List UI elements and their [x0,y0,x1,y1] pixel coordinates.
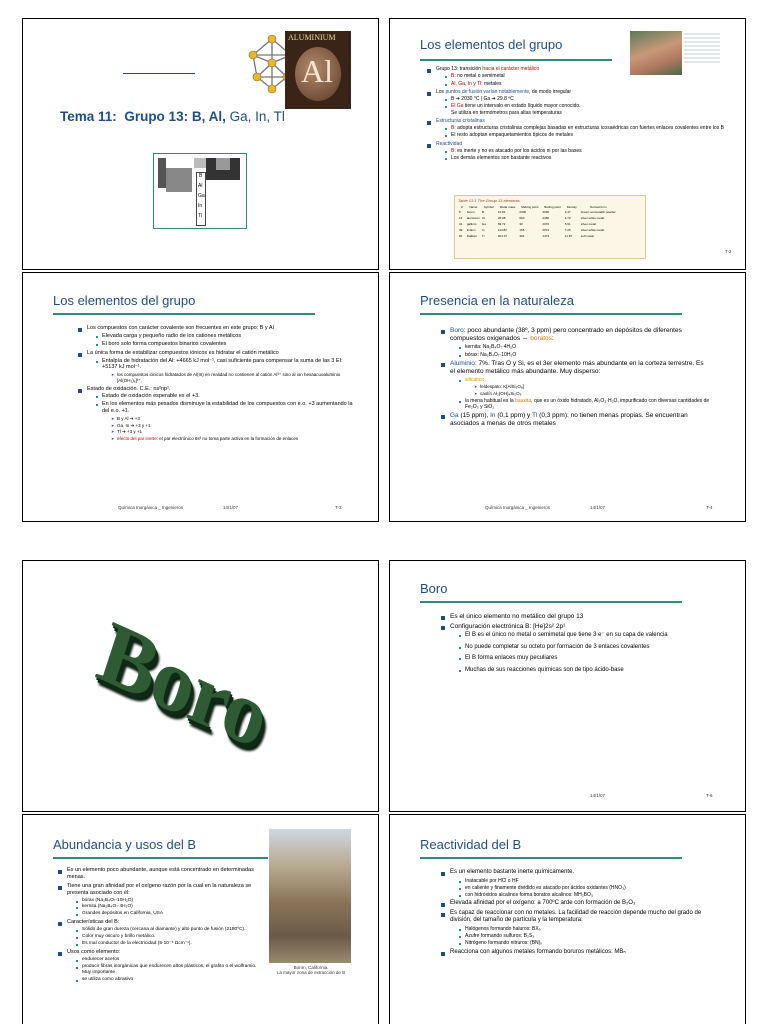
group13-table [458,205,617,239]
list-item: Azufre formando sulfuros: B₂S₃ [458,933,710,939]
list-item: Halógenos formando haluros: BX₃ [458,926,710,932]
list-item: Los demás elementos son bastante reactivos [444,155,726,161]
list-item: silicatos: ➤ feldespato: K[AlSi₃O₈] ➤ caolín Al₂(OH)₄Si₂O₅ [458,377,710,397]
bullet-list [440,327,710,430]
title-rule [420,313,682,315]
list-item: Elevada carga y pequeño radio de los cationes metálicos [95,333,357,340]
list-item: B: adopta estructuras cristalinas complejas basadas en estructuras icosaédricas con fuertes enlaces covalentes entre los B [444,125,726,131]
list-item: Es el único elemento no metálico del grupo 13 [440,613,680,621]
list-item: ➤ efecto del par inerte: el par electrónico 6s² no toma parte activa en la formación de enlaces [110,436,357,442]
list-item: El Ga tiene un intervalo en estado líquido mayor conocido. Se utiliza en termómetros para altas temperaturas [444,103,726,116]
list-item: kernita (Na₂B₄O₇·4H₂O) [75,904,257,910]
list-item: Muchas de sus reacciones químicas son de tipo ácido-base [458,667,680,675]
list-item: bórax (Na₂B₄O₇·10H₂O) [75,898,257,904]
list-item: Ga (15 ppm), In (0,1 ppm) y Tl (0,3 ppm): no tienen menas propias. Se encuentran asociados a menas de otros metales [440,412,710,428]
pt-label-in: In [198,203,203,209]
bullet-list [440,869,710,958]
list-item: Estado de oxidación esperable es el +3. [95,393,357,400]
slide-main-title: Tema 11: Grupo 13: B, Al, Ga, In, Tl [60,109,285,124]
list-item: B ➔ 2030 °C | Ga ➔ 29.8 ºC [444,96,726,102]
list-item: Es mal conductor de la electricidad (5·10⁻⁵ Ωcm⁻¹). [75,941,257,947]
photo-caption: Boron, California. La mayor zona de extracción de B [276,965,346,975]
table-row: 13 aluminum Al 26.98 660 2350 2.70 silver-white metal [459,216,604,220]
table-caption: Table 13.1 The Group 13 elements [458,198,520,203]
list-item: Es capaz de reaccionar con no metales. La facilidad de reacción depende mucho del grado de división, del tamaño de partícula y la temperatura: Halógenos formando haluros: BX₃ Azufre formando sulfuros: B₂S₃ Nitrógeno formando nitruros: (BN)ₓ [440,910,710,947]
title-underline-link[interactable] [123,73,195,74]
footer-date: 14/1/07 [590,505,606,510]
group13-table-image [454,195,646,259]
slide-elementos-1 [389,18,746,270]
list-item: Los puntos de fusión varían notablemente, de modo irregular B ➔ 2030 °C | Ga ➔ 29.8 ºC El Ga tiene un intervalo en estado líquido mayor conocido. Se utiliza en termómetros para altas temperaturas [426,89,726,116]
pt-label-ga: Ga [198,193,205,199]
title-rule [420,857,682,859]
table-row: 49 indium In 114.82 156 2074 7.29 silver-white metal [459,228,604,232]
title-rule [420,59,612,61]
pt-label-al: Al [198,183,203,189]
table-row: 81 thallium Tl 204.37 304 1473 11.87 soft metal [459,234,594,238]
title-rule [53,313,315,315]
list-item: El B forma enlaces muy peculiares [458,655,680,663]
list-item: bórax: Na₂B₄O₇·10H₂O [458,352,710,358]
list-item: Entalpía de hidratación del Al: +4665 kJ mol⁻¹, casi suficiente para compensar la suma de las 3 EI: +5137 kJ mol⁻¹. ➤ los compuestos iónicos hidratados de Al(III) en realidad no contienen al catión Al³⁺ sino al ion hexaacuoaluminio [Al(OH₂)₆]³⁺. [95,358,357,384]
page-number: T-6 [706,793,713,798]
boron-california-photo [269,829,351,963]
list-item: Reactividad B: es inerte y no es atacado por los ácidos ni por las bases Los demás elementos son bastante reactivos [426,141,726,162]
list-item: producir fibras inorgánicas que endurecen altos plásticos, el grafito o el wolframio. Muy importante [75,964,257,976]
slide-title: Los elementos del grupo [53,293,196,308]
footer-date: 14/1/07 [223,505,239,510]
list-item: Características del B: Sólido de gran dureza (cercana al diamante) y alto punto de fusión (2180ºC). Color muy oscuro y brillo metálico. Es mal conductor de la electricidad (5·10⁻⁵ Ωcm⁻¹). [57,919,257,947]
list-item: B: es inerte y no es atacado por los ácidos ni por las bases [444,148,726,154]
list-item: Reacciona con algunos metales formando boruros metálicos: MBₙ [440,949,710,957]
slide-title: Boro [420,581,448,596]
list-item: la mena habitual es la bauxita, que es un óxido hidratado, Al₂O₃·H₂O, impurificado con diversas cantidades de Fe₂O₃ y SiO₂ [458,398,710,411]
list-item: ➤ los compuestos iónicos hidratados de Al(III) en realidad no contienen al catión Al³⁺ sino al ion hexaacuoaluminio [Al(OH₂)₆]³⁺. [110,372,357,383]
list-item: ➤ B y Al ➔ +3 [110,416,357,422]
list-item: Configuración electrónica B: [He]2s² 2p¹ El B es el único no metal o semimetal que tiene 3 e⁻ en su capa de valencia No puede completar su octeto por formación de 3 enlaces covalentes El B forma enlaces muy peculiares Muchas de sus reacciones químicas son de tipo ácido-base [440,623,680,674]
list-item: Sólido de gran dureza (cercana al diamante) y alto punto de fusión (2180ºC). [75,927,257,933]
book-label: ALUMINIUM [288,33,336,42]
list-item: El boro solo forma compuestos binarios covalentes [95,341,357,348]
title-rule [420,601,682,603]
slide-presencia [389,272,746,522]
footer-date: 14/1/07 [590,793,606,798]
list-item: en caliente y finamente dividido es atacado por ácidos oxidantes (HNO₃) [458,885,710,891]
list-item: ➤ Tl ➔ +3 y +1 [110,429,357,435]
list-item: Color muy oscuro y brillo metálico. [75,934,257,940]
list-item: Inatacable por HCl o HF [458,878,710,884]
page-number: T-4 [706,505,713,510]
slide-elementos-2 [22,272,379,522]
aluminium-book-cover [285,31,351,109]
list-item: endurecer aceros [75,957,257,963]
slide-boro-wordart [22,560,379,812]
list-item: Grandes depósitos en California, USA [75,911,257,917]
list-item: No puede completar su octeto por formación de 3 enlaces covalentes [458,644,680,652]
list-item: ➤ Ga, In ➔ +3 y +1 [110,423,357,429]
list-item: Tiene una gran afinidad por el oxígeno razón por la cual en la naturaleza se presenta asociado con él: bórax (Na₂B₄O₇·10H₂O) kernita (Na₂B₄O₇·4H₂O) Grandes depósitos en California, USA [57,883,257,918]
slide-title: Abundancia y usos del B [53,837,197,852]
list-item: Estructuras cristalinas B: adopta estructuras cristalinas complejas basadas en estructuras icosaédricas con fuertes enlaces covalentes entre los B El resto adoptan empaquetamientos típicos de metales [426,118,726,139]
list-item: Aluminio: 7%. Tras O y Si, es el 3er elemento más abundante en la corteza terrestre. Es el elemento metálico más abundante. Muy disperso: silicatos: ➤ feldespato: K[AlSi₃O₈] ➤ caolín Al₂(OH)₄Si₂O₅ la mena habitual es la bauxita, que es un óxido hidratado, Al₂O₃·H₂O, impurificado con diversas cantidades de Fe₂O₃ y SiO₂ [440,360,710,410]
list-item: El resto adoptan empaquetamientos típicos de metales [444,132,726,138]
list-item: ➤ caolín Al₂(OH)₄Si₂O₅ [473,391,710,397]
slide-title: Los elementos del grupo [420,37,563,52]
slide-reactividad [389,814,746,1024]
table-header-row: Z Name Symbol Molar mass Melting point Boiling point Density Normal form [461,205,607,209]
list-item: Usos como elemento: endurecer aceros producir fibras inorgánicas que endurecen altos plásticos, el grafito o el wolframio. Muy importante se utiliza como abrasivo [57,949,257,983]
slide-boro [389,560,746,812]
slide-title [22,18,379,270]
footer-course: Química Inorgánica _ Ingenieros [485,505,551,510]
list-item: con hidróxidos alcalinos forma boratos alcalinos: MH₂BO₃ [458,892,710,898]
list-item: Los compuestos con carácter covalente son frecuentes en este grupo: B y Al Elevada carga y pequeño radio de los cationes metálicos El boro solo forma compuestos binarios covalentes [77,325,357,348]
list-item: Grupo 13: transición hacia el carácter metálico B: no metal o semimetal Al, Ga, In y Tl: metales [426,66,726,87]
list-item: Estado de oxidación. C.E.: ns²np¹. Estado de oxidación esperable es el +3. En los elementos más pesados disminuye la estabilidad de los compuestos con e.o. +3 aumentando la del e.o. +1. ➤ B y Al ➔ +3 ➤ Ga, In ➔ +3 y +1 ➤ Tl ➔ +3 y +1 ➤ efecto del par inerte: el par electrónico 6s² no toma parte activa en la formación de enlaces [77,386,357,442]
list-item: Es un elemento poco abundante, aunque está concentrado en determinadas menas. [57,867,257,881]
list-item: B: no metal o semimetal [444,73,726,79]
list-item: Al, Ga, In y Tl: metales [444,81,726,87]
list-item: Es un elemento bastante inerte químicamente. Inatacable por HCl o HF en caliente y finamente dividido es atacado por ácidos oxidantes (HNO₃) con hidróxidos alcalinos forma boratos alcalinos: MH₂BO₃ [440,869,710,898]
periodic-table-thumbnail [153,153,247,229]
bullet-list [77,325,357,444]
list-item: La única forma de estabilizar compuestos iónicos es hidratar el catión metálico Entalpía de hidratación del Al: +4665 kJ mol⁻¹, casi suficiente para compensar la suma de las 3 EI: +5137 kJ mol⁻¹. ➤ los compuestos iónicos hidratados de Al(III) en realidad no contienen al catión Al³⁺ sino al ion hexaacuoaluminio [Al(OH₂)₆]³⁺. [77,350,357,384]
slide-title: Reactividad del B [420,837,522,852]
title-rule [53,857,268,859]
bullet-list [426,66,726,163]
photo-caption-block [684,33,720,63]
page-number: T-3 [335,505,342,510]
boro-wordart: Boro [87,602,280,768]
list-item: Nitrógeno formando nitruros: (BN)ₓ [458,940,710,946]
slide-abundancia [22,814,379,1024]
bullet-list [440,613,680,676]
list-item: En los elementos más pesados disminuye la estabilidad de los compuestos con e.o. +3 aumentando la del e.o. +1. ➤ B y Al ➔ +3 ➤ Ga, In ➔ +3 y +1 ➤ Tl ➔ +3 y +1 ➤ efecto del par inerte: el par electrónico 6s² no toma parte activa en la formación de enlaces [95,401,357,441]
page-number: T-2 [725,249,732,254]
list-item: kernita: Na₂B₄O₇·4H₂O [458,344,710,350]
book-element-symbol: Al [301,53,333,89]
table-row: 5 boron B 10.81 2300 3930 2.47 brown nonmetallic powder [459,210,616,214]
list-item: Elevada afinidad por el oxígeno: a 700ºC arde con formación de B₂O₃ [440,900,710,908]
list-item: El B es el único no metal o semimetal que tiene 3 e⁻ en su capa de valencia [458,632,680,640]
slide-title: Presencia en la naturaleza [420,293,574,308]
table-row: 31 gallium Ga 69.72 30 2070 5.91 silver metal [459,222,596,226]
pt-label-tl: Tl [198,213,203,219]
footer-course: Química Inorgánica _ Ingenieros [118,505,184,510]
list-item: se utiliza como abrasivo [75,977,257,983]
bullet-list [57,867,257,985]
list-item: ➤ feldespato: K[AlSi₃O₈] [473,384,710,390]
pt-label-b: B [199,173,203,179]
list-item: Boro: poco abundante (38º, 3 ppm) pero concentrado en depósitos de diferentes compuestos oxigenados ⇔ boratos: kernita: Na₂B₄O₇·4H₂O bórax: Na₂B₄O₇·10H₂O [440,327,710,358]
